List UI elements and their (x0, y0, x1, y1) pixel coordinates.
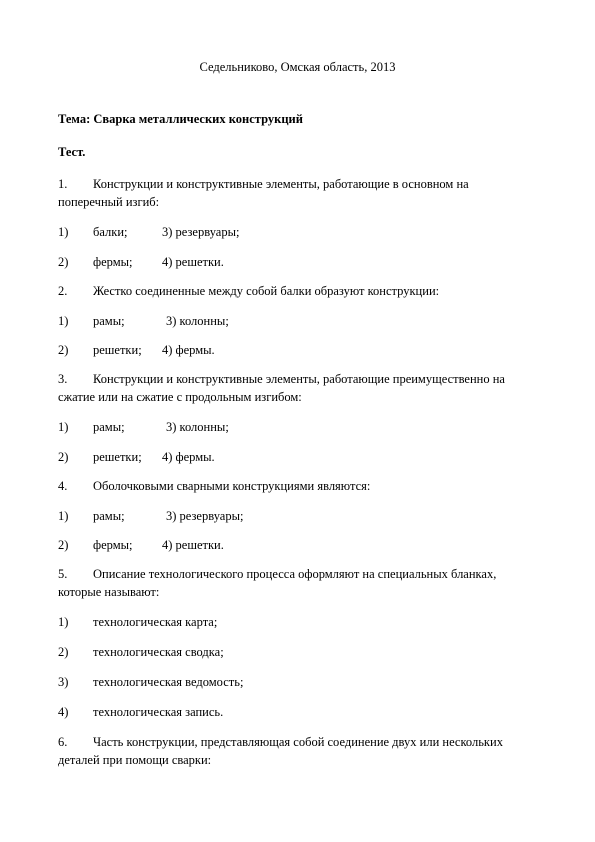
question-text-continued: которые называют: (58, 585, 160, 599)
question-text-continued: поперечный изгиб: (58, 195, 160, 209)
option-number: 1) (58, 314, 69, 328)
option-alt-text: 4) решетки. (162, 255, 224, 269)
option-text: фермы; (93, 538, 133, 552)
topic-heading: Тема: Сварка металлических конструкций (58, 112, 303, 126)
question-text: Жестко соединенные между собой балки образуют конструкции: (93, 284, 440, 298)
question-number: 4. (58, 479, 68, 493)
option-number: 2) (58, 343, 69, 357)
option-number: 1) (58, 225, 69, 239)
option-text: решетки; (93, 450, 142, 464)
question-text: Оболочковыми сварными конструкциями являются: (93, 479, 371, 493)
option-alt-text: 3) резервуары; (166, 509, 244, 523)
option-number: 4) (58, 705, 69, 719)
option-number: 2) (58, 538, 69, 552)
option-text: технологическая сводка; (93, 645, 224, 659)
option-number: 1) (58, 509, 69, 523)
option-alt-text: 3) колонны; (166, 314, 229, 328)
option-text: технологическая карта; (93, 615, 218, 629)
option-number: 3) (58, 675, 69, 689)
header-place: Седельниково, Омская область, 2013 (199, 60, 396, 74)
question-number: 3. (58, 372, 68, 386)
option-text: рамы; (93, 420, 125, 434)
question-text: Конструкции и конструктивные элементы, работающие в основном на (93, 177, 469, 191)
question-text-continued: сжатие или на сжатие с продольным изгибом: (58, 390, 302, 404)
option-alt-text: 4) решетки. (162, 538, 224, 552)
question-text: Описание технологического процесса оформляют на специальных бланках, (93, 567, 497, 581)
option-text: рамы; (93, 509, 125, 523)
question-number: 6. (58, 735, 68, 749)
option-number: 2) (58, 255, 69, 269)
option-alt-text: 3) колонны; (166, 420, 229, 434)
question-number: 5. (58, 567, 68, 581)
option-text: технологическая ведомость; (93, 675, 244, 689)
question-number: 2. (58, 284, 68, 298)
option-number: 2) (58, 645, 69, 659)
option-number: 2) (58, 450, 69, 464)
option-text: решетки; (93, 343, 142, 357)
question-text-continued: деталей при помощи сварки: (58, 753, 212, 767)
option-alt-text: 4) фермы. (162, 450, 215, 464)
option-text: рамы; (93, 314, 125, 328)
option-number: 1) (58, 420, 69, 434)
option-alt-text: 3) резервуары; (162, 225, 240, 239)
option-text: балки; (93, 225, 128, 239)
question-number: 1. (58, 177, 68, 191)
option-text: технологическая запись. (93, 705, 224, 719)
question-text: Конструкции и конструктивные элементы, работающие преимущественно на (93, 372, 505, 386)
option-number: 1) (58, 615, 69, 629)
test-title: Тест. (58, 145, 86, 159)
option-alt-text: 4) фермы. (162, 343, 215, 357)
question-text: Часть конструкции, представляющая собой соединение двух или нескольких (93, 735, 503, 749)
option-text: фермы; (93, 255, 133, 269)
